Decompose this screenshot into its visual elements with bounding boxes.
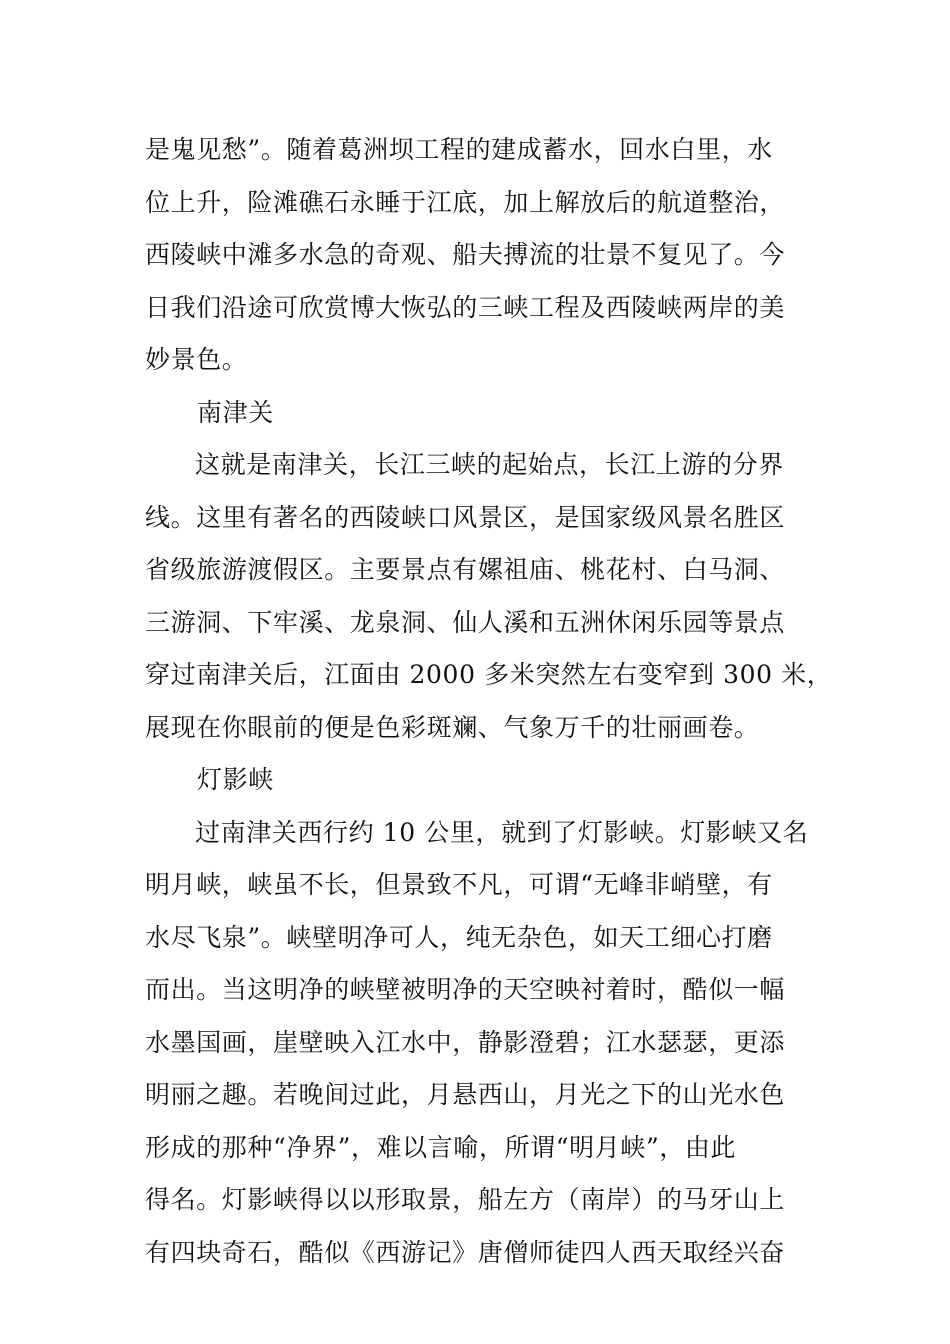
text-line: 是鬼见愁”。随着葛洲坝工程的建成蓄水，回水白里，水: [145, 135, 773, 164]
text-line: 而出。当这明净的峡壁被明净的天空映衬着时，酷似一幅: [145, 975, 786, 1004]
text-line: 有四块奇石，酷似《西游记》唐僧师徒四人西天取经兴奋: [145, 1237, 786, 1267]
text-line: 位上升，险滩礁石永睡于江底，加上解放后的航道整治，: [145, 187, 786, 217]
text-line: 展现在你眼前的便是色彩斑斓、气象万千的壮丽画卷。: [145, 712, 760, 742]
text-line: 形成的那种“净界”，难以言喻，所谓“明月峡”，由此: [145, 1132, 737, 1162]
text-line: 西陵峡中滩多水急的奇观、船夫搏流的壮景不复见了。今: [145, 240, 786, 269]
text-line: 日我们沿途可欣赏博大恢弘的三峡工程及西陵峡两岸的美: [145, 292, 786, 322]
paragraph-start: 过南津关西行约 10 公里，就到了灯影峡。灯影峡又名: [195, 817, 809, 847]
text-line: 得名。灯影峡得以以形取景，船左方（南岸）的马牙山上: [145, 1185, 786, 1214]
text-line: 水尽飞泉”。峡壁明净可人，纯无杂色，如天工细心打磨: [145, 922, 773, 952]
text-line: 明月峡，峡虽不长，但景致不凡，可谓“无峰非峭壁，有: [145, 870, 773, 899]
text-line: 妙景色。: [145, 345, 248, 374]
section-heading-nanjinguan: 南津关: [197, 397, 274, 427]
section-heading-dengyingxia: 灯影峡: [197, 765, 274, 794]
text-line: 线。这里有著名的西陵峡口风景区，是国家级风景名胜区: [145, 502, 786, 532]
body-text: [145, 124, 833, 1279]
text-line: 穿过南津关后，江面由 2000 多米突然左右变窄到 300 米，: [145, 660, 833, 689]
text-line: 省级旅游渡假区。主要景点有嫘祖庙、桃花村、白马洞、: [145, 555, 786, 584]
text-line: 水墨国画，崖壁映入江水中，静影澄碧；江水瑟瑟，更添: [145, 1027, 786, 1057]
paragraph-start: 这就是南津关，长江三峡的起始点，长江上游的分界: [195, 450, 784, 479]
text-line: 明丽之趣。若晚间过此，月悬西山，月光之下的山光水色: [145, 1080, 786, 1109]
text-line: 三游洞、下牢溪、龙泉洞、仙人溪和五洲休闲乐园等景点: [145, 607, 786, 637]
